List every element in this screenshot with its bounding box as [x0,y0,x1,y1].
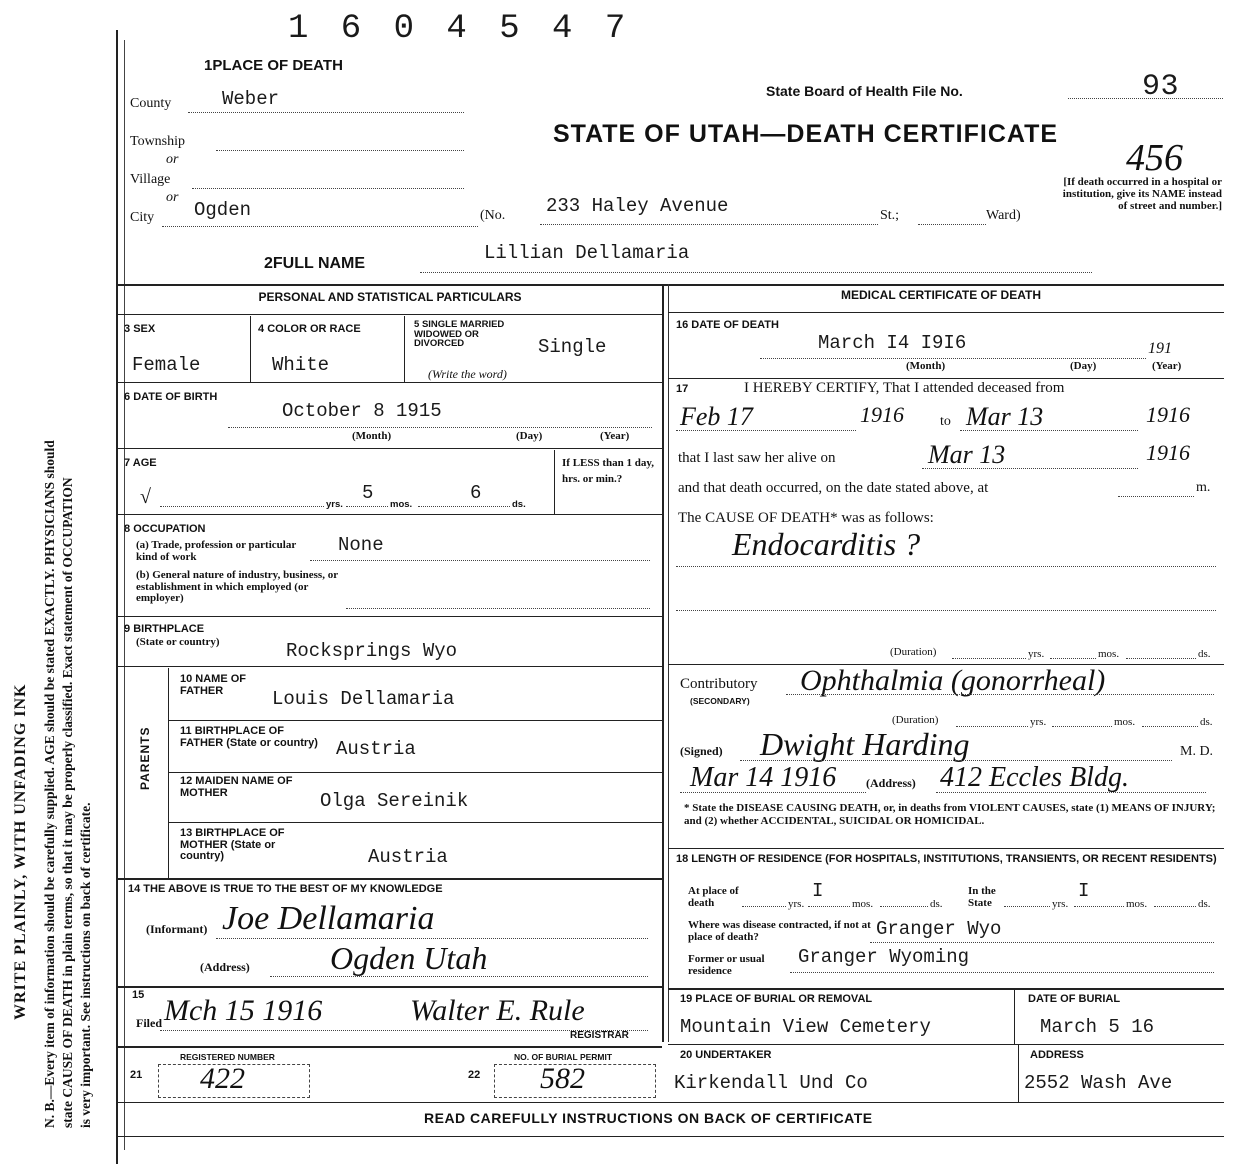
medical-section-title: MEDICAL CERTIFICATE OF DEATH [841,288,1041,302]
in-state-yrs-value: I [1078,880,1090,902]
cause-footnote: * State the DISEASE CAUSING DEATH, or, in deaths from VIOLENT CAUSES, state (1) MEANS OF INJURY; and (2) whether ACCIDENTAL, SUICIDAL OR HOMICIDAL. [684,802,1216,828]
age-mos-label: mos. [390,499,413,510]
registrar-label: REGISTRAR [570,1030,629,1041]
marital-hint: (Write the word) [428,367,507,381]
dob-label: 6 DATE OF BIRTH [124,391,218,403]
undertaker-address-label: ADDRESS [1030,1049,1084,1061]
mother-birthplace-label: 13 BIRTHPLACE OF MOTHER (State or country) [180,827,285,863]
primary-mos-label: mos. [1098,648,1120,660]
attended-to-label: to [940,414,951,429]
mother-name-label: 12 MAIDEN NAME OF MOTHER [180,775,293,799]
dob-value: October 8 1915 [282,400,442,422]
occupation-b-label: (b) General nature of industry, business, or establishment in which employed (or employer) [136,569,338,605]
sex-value: Female [132,354,201,376]
burial-permit-index: 22 [468,1069,481,1081]
residence-label: 18 LENGTH OF RESIDENCE (FOR HOSPITALS, INSTITUTIONS, TRANSIENTS, OR RECENT RESIDENTS) [676,853,1217,865]
parents-label: PARENTS [138,726,152,790]
certificate-title: STATE OF UTAH—DEATH CERTIFICATE [553,120,1059,148]
full-name-label: 2FULL NAME [264,255,366,272]
color-value: White [272,354,330,376]
mother-birthplace-value: Austria [368,846,448,868]
filed-label: Filed [136,1016,162,1030]
attended-from-year: 1916 [860,402,904,427]
primary-ds-label: ds. [1198,648,1211,660]
village-label: Village [130,172,171,187]
age-yrs-label: yrs. [326,499,343,510]
hospital-note: [If death occurred in a hospital or institution, give its NAME instead of street and number.] [1062,176,1222,213]
death-time-m: m. [1196,480,1211,495]
registered-number-value: 422 [200,1062,245,1095]
burial-date-label: DATE OF BURIAL [1028,993,1121,1005]
filed-number: 15 [132,989,145,1001]
margin-note-line3: is very important. See instructions on back of certificate. [78,802,93,1128]
physician-address-label: (Address) [866,776,916,790]
burial-date-value: March 5 16 [1040,1016,1155,1038]
secondary-ds-label: ds. [1200,716,1213,728]
secondary-label: (SECONDARY) [690,696,750,706]
age-checkmark: √ [140,486,151,508]
death-date-value: March I4 I9I6 [818,332,967,354]
at-place-label: At place of death [688,885,739,909]
signed-date: Mar 14 1916 [690,762,837,793]
death-day-label: (Day) [1070,360,1097,372]
secondary-yrs-label: yrs. [1030,716,1047,728]
birthplace-value: Rocksprings Wyo [286,640,458,662]
at-place-ds-label: ds. [930,898,943,910]
death-year-label: (Year) [1152,360,1182,372]
cause-label: The CAUSE OF DEATH* was as follows: [678,510,934,526]
attended-to-year: 1916 [1146,402,1190,427]
occupation-label: 8 OCCUPATION [124,523,206,535]
city-label: City [130,210,155,225]
burial-place-label: 19 PLACE OF BURIAL OR REMOVAL [680,993,873,1005]
informant-address-label: (Address) [200,960,250,974]
contributory-label: Contributory [680,676,758,692]
marital-label: 5 SINGLE MARRIED WIDOWED OR DIVORCED [414,319,505,349]
registrar-signature: Walter E. Rule [410,994,585,1027]
secondary-duration-label: (Duration) [892,714,939,726]
certify-index: 17 [676,383,689,395]
contributory-value: Ophthalmia (gonorrheal) [800,664,1106,697]
occupation-a-label: (a) Trade, profession or particular kind of work [136,539,297,563]
registered-number-index: 21 [130,1069,143,1081]
birthplace-hint: (State or country) [136,636,220,648]
sex-label: 3 SEX [124,323,156,335]
former-residence-value: Granger Wyoming [798,946,970,968]
file-number: 93 [1142,70,1180,104]
age-days: 6 [470,482,482,504]
no-label: (No. [480,208,506,223]
signed-label: (Signed) [680,744,723,758]
street-value: 233 Haley Avenue [546,195,729,217]
filed-date: Mch 15 1916 [164,994,323,1027]
physician-signature: Dwight Harding [760,726,970,762]
contracted-label: Where was disease contracted, if not at place of death? [688,919,871,943]
last-saw-text: that I last saw her alive on [678,450,836,466]
state-board-label: State Board of Health File No. [766,83,963,99]
less-than-label: If LESS than 1 day, hrs. or min.? [562,457,655,485]
footer-instructions: READ CAREFULLY INSTRUCTIONS ON BACK OF CERTIFICATE [424,1110,873,1126]
color-label: 4 COLOR OR RACE [258,323,361,335]
informant-statement: 14 THE ABOVE IS TRUE TO THE BEST OF MY KNOWLEDGE [128,883,443,895]
last-saw-date: Mar 13 [928,440,1006,469]
ward-label: Ward) [986,208,1021,223]
undertaker-label: 20 UNDERTAKER [680,1049,772,1061]
primary-duration-label: (Duration) [890,646,937,658]
margin-note-line2: state CAUSE OF DEATH in plain terms, so that it may be properly classified. Exact statement of OCCUPATION [60,477,75,1128]
in-state-mos-label: mos. [1126,898,1148,910]
informant-signature: Joe Dellamaria [222,900,435,937]
county-value: Weber [222,88,280,110]
in-state-yrs-label: yrs. [1052,898,1069,910]
age-months: 5 [362,482,374,504]
father-name-value: Louis Dellamaria [272,688,455,710]
father-birthplace-value: Austria [336,738,416,760]
local-number: 456 [1126,137,1183,179]
dob-year-label: (Year) [600,430,630,442]
st-label: St.; [880,208,900,223]
township-label: Township [130,134,186,149]
father-birthplace-label: 11 BIRTHPLACE OF FATHER (State or country) [180,725,318,749]
county-label: County [130,96,172,111]
undertaker-value: Kirkendall Und Co [674,1072,868,1094]
attended-to-date: Mar 13 [966,402,1044,431]
at-place-mos-label: mos. [852,898,874,910]
informant-address: Ogden Utah [330,940,488,976]
informant-label: (Informant) [146,922,208,936]
burial-permit-value: 582 [540,1062,585,1095]
former-residence-label: Former or usual residence [688,953,765,977]
margin-note-line1: N. B.—Every item of information should be carefully supplied. AGE should be stated EXACTLY. PHYSICIANS should [42,440,57,1128]
at-place-yrs-label: yrs. [788,898,805,910]
mother-name-value: Olga Sereinik [320,790,469,812]
age-ds-label: ds. [512,499,526,510]
father-name-label: 10 NAME OF FATHER [180,673,247,697]
dob-month-label: (Month) [352,430,392,442]
physician-address: 412 Eccles Bldg. [940,762,1129,793]
death-year-print: 191 [1148,340,1172,357]
registered-number-label: REGISTERED NUMBER [180,1052,275,1062]
full-name-value: Lillian Dellamaria [484,242,690,264]
secondary-mos-label: mos. [1114,716,1136,728]
undertaker-address-value: 2552 Wash Ave [1024,1072,1173,1094]
age-label: 7 AGE [124,457,157,469]
last-saw-year: 1916 [1146,440,1190,465]
death-occurred-text: and that death occurred, on the date stated above, at [678,480,989,496]
marital-value: Single [538,336,607,358]
death-date-label: 16 DATE OF DEATH [676,319,779,331]
death-month-label: (Month) [906,360,946,372]
burial-permit-label: NO. OF BURIAL PERMIT [514,1052,613,1062]
cause-value: Endocarditis ? [732,526,921,562]
at-place-yrs-value: I [812,880,824,902]
primary-yrs-label: yrs. [1028,648,1045,660]
or-label-1: or [166,152,179,167]
personal-section-title: PERSONAL AND STATISTICAL PARTICULARS [258,290,522,304]
certify-text: I HEREBY CERTIFY, That I attended deceased from [744,380,1065,396]
margin-warning: WRITE PLAINLY, WITH UNFADING INK [12,683,29,1020]
or-label-2: or [166,190,179,205]
burial-place-value: Mountain View Cemetery [680,1016,931,1038]
in-state-label: In the State [968,885,996,909]
place-of-death-label: 1PLACE OF DEATH [204,57,343,74]
birthplace-label: 9 BIRTHPLACE [124,623,205,635]
city-value: Ogden [194,199,252,221]
md-label: M. D. [1180,744,1214,759]
dob-day-label: (Day) [516,430,543,442]
attended-from-date: Feb 17 [680,402,753,431]
occupation-value: None [338,534,384,556]
in-state-ds-label: ds. [1198,898,1211,910]
contracted-value: Granger Wyo [876,918,1002,940]
certificate-number: 1 6 0 4 5 4 7 [288,10,632,48]
